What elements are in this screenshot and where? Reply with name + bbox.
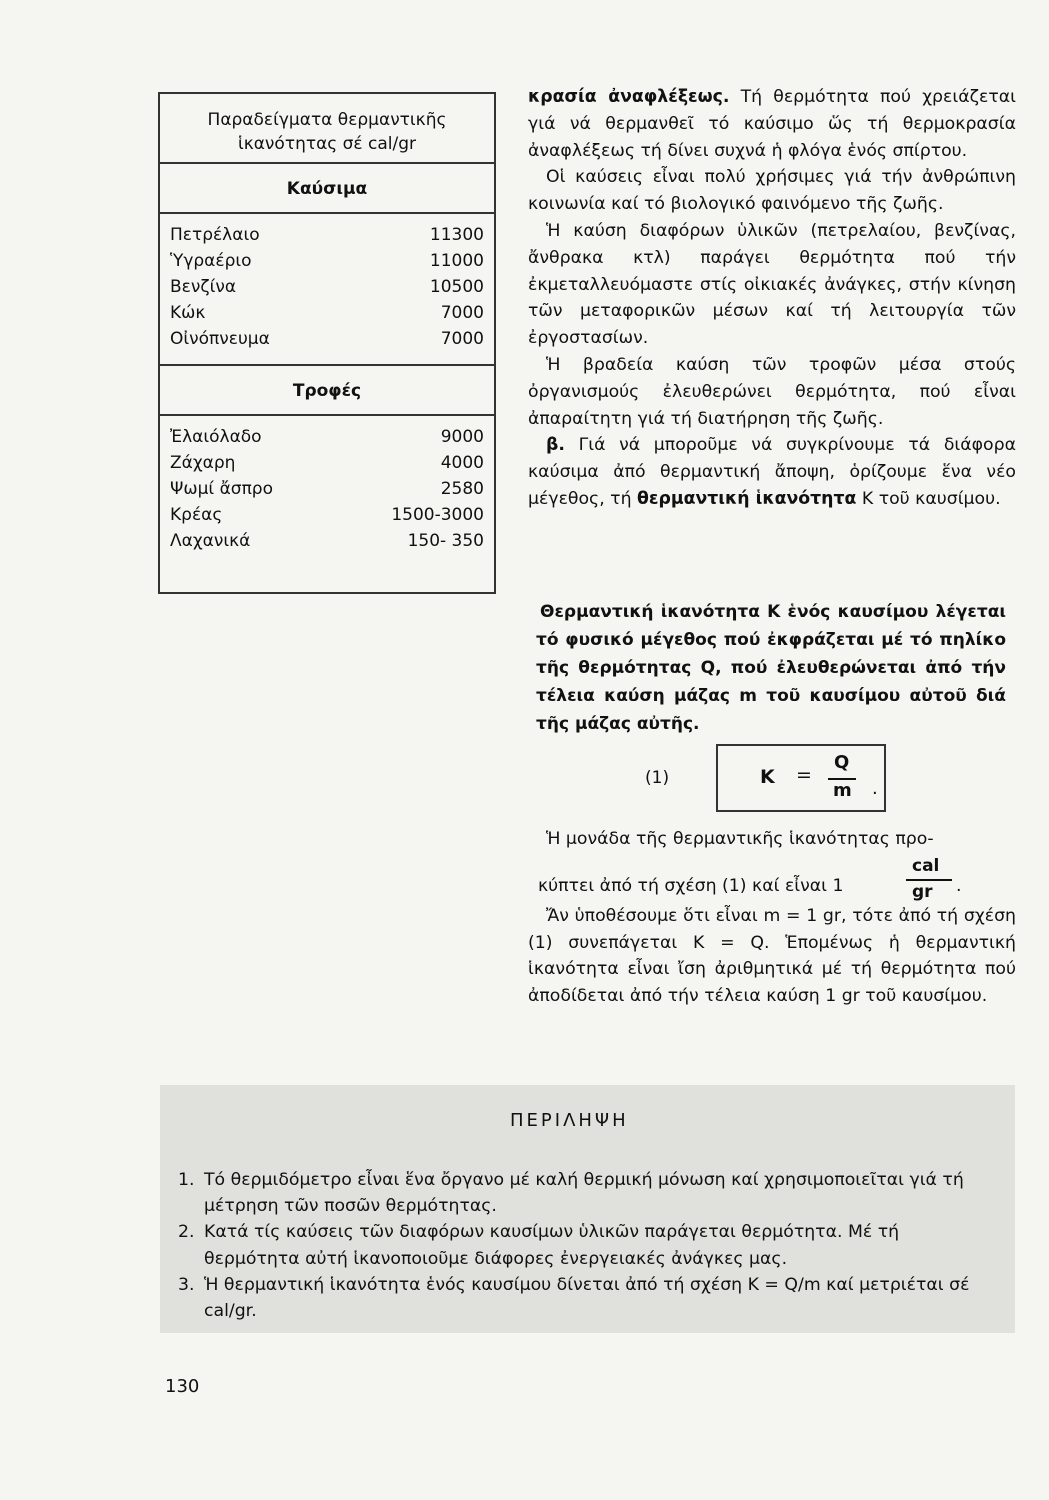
table-row	[170, 222, 484, 248]
list-item	[178, 1219, 998, 1271]
text-column-lower	[528, 826, 1016, 1010]
bold-label: β.	[546, 435, 565, 456]
heat-capacity-table	[158, 92, 496, 594]
unit-period: .	[956, 875, 962, 896]
summary-title: ΠΕΡΙΛΗΨΗ	[510, 1110, 629, 1131]
fuels-heading: Καύσιμα	[160, 164, 494, 214]
formula-numerator: Q	[834, 752, 850, 773]
formula-denominator: m	[833, 780, 852, 801]
paragraph	[528, 432, 1016, 512]
text-column	[528, 84, 1016, 513]
table-row	[170, 502, 484, 528]
row-value: 1500-3000	[391, 505, 484, 525]
table-row	[170, 450, 484, 476]
row-value: 9000	[440, 427, 484, 447]
row-name: Ζάχαρη	[170, 453, 236, 473]
table-row	[170, 300, 484, 326]
table-row	[170, 528, 484, 554]
row-value: 2580	[440, 479, 484, 499]
formula-label: (1)	[645, 768, 670, 788]
unit-numerator: cal	[912, 855, 940, 876]
item-number: 1.	[178, 1170, 195, 1190]
row-name: Κρέας	[170, 505, 223, 525]
item-text: Τό θερμιδόμετρο εἶναι ἕνα ὄργανο μέ καλή θερμική μόνωση καί χρησιμοποιεῖται γιά τή μέτρηση τῶν ποσῶν θερμότητας.	[204, 1170, 964, 1217]
row-name: Κώκ	[170, 303, 206, 323]
paragraph-text: K τοῦ καυσίμου.	[856, 488, 1001, 509]
paragraph: Ἡ καύση διαφόρων ὑλικῶν (πετρελαίου, βενζίνας, ἄνθρακα κτλ) παράγει θερμότητα πού τήν ἐκμεταλλευόμαστε στίς οἰκιακές ἀνάγκες, στήν κίνηση τῶν μεταφορικῶν μέσων καί τή λειτουργία τῶν ἐργοστασίων.	[528, 220, 1016, 349]
row-name: Ἐλαιόλαδο	[170, 427, 262, 447]
row-name: Βενζίνα	[170, 277, 237, 297]
item-text: Κατά τίς καύσεις τῶν διαφόρων καυσίμων ὑλικῶν παράγεται θερμότητα. Μέ τή θερμότητα αὐτή ἱκανοποιοῦμε διάφορες ἐνεργειακές ἀνάγκες μας.	[204, 1222, 900, 1269]
page-number: 130	[165, 1376, 200, 1397]
definition-text: Θερμαντική ἱκανότητα K ἑνός καυσίμου λέγεται τό φυσικό μέγεθος πού ἐκφράζεται μέ τό πηλίκο τῆς θερμότητας Q, πού ἐλευθερώνεται ἀπό τήν τέλεια καύση μάζας m τοῦ καυσίμου αὐτοῦ διά τῆς μάζας αὐτῆς.	[536, 602, 1006, 734]
row-value: 150- 350	[407, 531, 484, 551]
row-value: 10500	[429, 277, 484, 297]
row-value: 4000	[440, 453, 484, 473]
list-item	[178, 1272, 998, 1324]
list-item	[178, 1167, 998, 1219]
paragraph-line: Ἡ μονάδα τῆς θερμαντικῆς ἱκανότητας προ-	[546, 829, 934, 849]
paragraph: Ἄν ὑποθέσουμε ὅτι εἶναι m = 1 gr, τότε ἀπό τή σχέση (1) συνεπάγεται K = Q. Ἑπομένως ἡ θερμαντική ἱκανότητα εἶναι ἴση ἀριθμητικά μέ τή θερμότητα πού ἀποδίδεται ἀπό τήν τέλεια καύση 1 gr τοῦ καυσίμου.	[528, 905, 1016, 1007]
table-row	[170, 326, 484, 352]
table-row	[170, 274, 484, 300]
row-value: 11300	[429, 225, 484, 245]
formula-period: .	[872, 778, 878, 799]
paragraph-line: κύπτει ἀπό τή σχέση (1) καί εἶναι 1	[538, 875, 844, 896]
table-row	[170, 424, 484, 450]
paragraph: Ἡ βραδεία καύση τῶν τροφῶν μέσα στούς ὀργανισμούς ἐλευθερώνει θερμότητα, πού εἶναι ἀπαραίτητη γιά τή διατήρηση τῆς ζωῆς.	[528, 354, 1016, 429]
table-row	[170, 248, 484, 274]
item-text: Ἡ θερμαντική ἱκανότητα ἑνός καυσίμου δίνεται ἀπό τή σχέση K = Q/m καί μετριέται σέ cal/gr.	[204, 1274, 970, 1322]
formula-k: K	[760, 766, 775, 788]
table-caption-line: ἱκανότητας σέ cal/gr	[237, 134, 417, 154]
foods-rows	[160, 416, 494, 566]
formula-equals: =	[796, 764, 812, 786]
paragraph-text: Τή θερμότητα πού χρειάζεται γιά νά θερμανθεῖ τό καύσιμο ὥς τή θερμοκρασία ἀναφλέξεως τή δίνει συχνά ἡ φλόγα ἑνός σπίρτου.	[528, 87, 1016, 161]
unit-denominator: gr	[912, 881, 933, 902]
paragraph: Οἱ καύσεις εἶναι πολύ χρήσιμες γιά τήν ἀνθρώπινη κοινωνία καί τό βιολογικό φαινόμενο τῆς ζωῆς.	[528, 167, 1016, 215]
row-value: 7000	[440, 303, 484, 323]
foods-heading: Τροφές	[160, 366, 494, 416]
row-value: 7000	[440, 329, 484, 349]
row-name: Ὑγραέριο	[170, 251, 252, 271]
row-name: Λαχανικά	[170, 531, 251, 551]
row-name: Ψωμί ἄσπρο	[170, 479, 273, 499]
row-name: Πετρέλαιο	[170, 225, 260, 245]
fuels-rows	[160, 214, 494, 366]
summary-list	[178, 1167, 998, 1324]
item-number: 3.	[178, 1274, 195, 1295]
table-caption-line: Παραδείγματα θερμαντικῆς	[207, 110, 447, 130]
row-name: Οἰνόπνευμα	[170, 329, 270, 349]
table-caption	[160, 94, 494, 164]
item-number: 2.	[178, 1222, 195, 1243]
unit-line	[528, 853, 1016, 903]
bold-term: θερμαντική ἱκανότητα	[637, 488, 857, 509]
table-row	[170, 476, 484, 502]
row-value: 11000	[429, 251, 484, 271]
paragraph-text: Γιά νά μποροῦμε νά συγκρίνουμε τά διάφορα καύσιμα ἀπό θερμαντική ἄποψη, ὁρίζουμε ἕνα νέο μέγεθος, τή	[528, 435, 1016, 509]
paragraph	[528, 84, 1016, 164]
bold-phrase: κρασία ἀναφλέξεως.	[528, 87, 730, 107]
